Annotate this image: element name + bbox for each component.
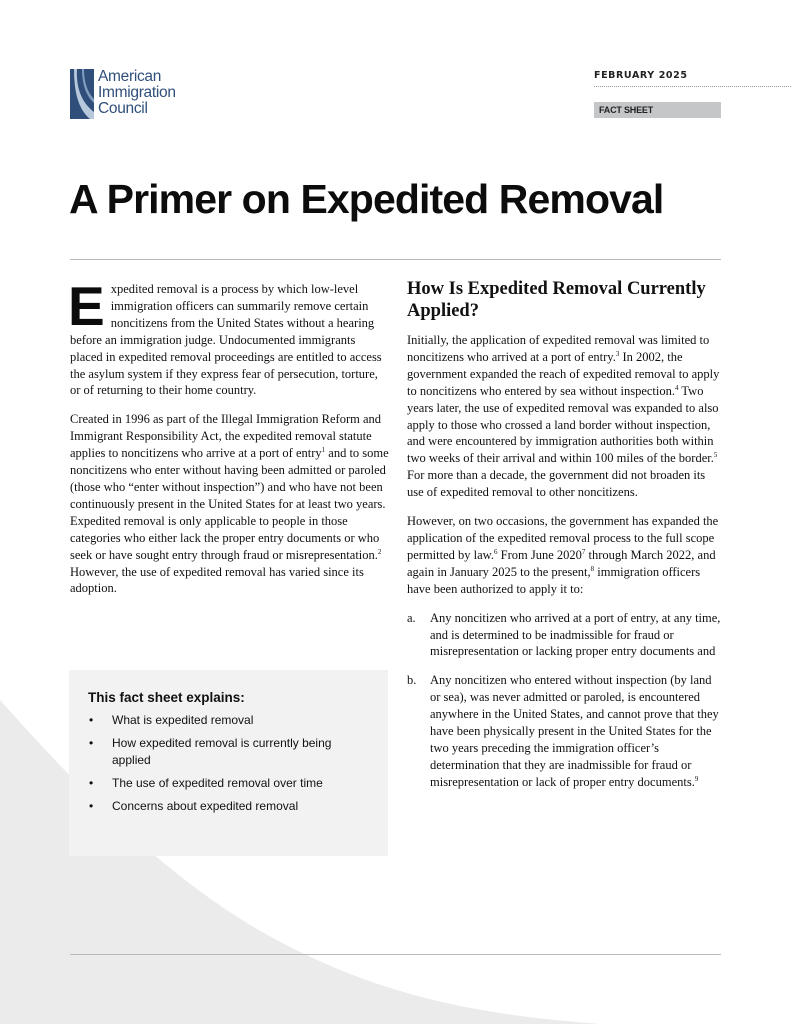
- summary-item-text: What is expedited removal: [112, 713, 254, 727]
- history-paragraph: [70, 411, 390, 597]
- right-column: [407, 278, 721, 803]
- section-heading: How Is Expedited Removal Currently Applied?: [407, 279, 706, 321]
- summary-item-text: The use of expedited removal over time: [112, 776, 323, 790]
- summary-list-item: [88, 712, 370, 729]
- criteria-list: [407, 610, 721, 791]
- body-text: Two years later, the use of expedited removal was expanded to also apply to those who crossed a land border without inspection, and were encountered by immigration authorities both within two weeks of their arrival and within 100 miles of the border.: [407, 383, 719, 466]
- criteria-item: [407, 672, 721, 790]
- body-text: In 2002, the government expanded the reach of expedited removal to apply to noncitizens who entered by sea without inspection.: [407, 349, 720, 398]
- criteria-item: [407, 610, 721, 661]
- body-text: From June 2020: [497, 547, 582, 562]
- footnote-ref: 7: [581, 547, 586, 556]
- summary-box-title: This fact sheet explains:: [88, 690, 245, 705]
- publication-date: FEBRUARY 2025: [594, 70, 688, 81]
- criteria-text-body: Any noncitizen who entered without inspection (by land or sea), was never admitted or paroled, is encountered anywhere in the United States, and cannot prove that they have been physically present in the United States for the two years preceding the immigration officer’s determination that they are inadmissible for fraud or misrepresentation or lack of proper entry documents.: [430, 673, 719, 789]
- footnote-ref: 2: [377, 547, 382, 556]
- body-text: Initially, the application of expedited removal was limited to noncitizens who arrived at a port of entry.: [407, 333, 710, 364]
- logo-line: Council: [98, 100, 148, 117]
- body-text: For more than a decade, the government did not broaden its use of expedited removal to other noncitizens.: [407, 468, 706, 500]
- logo-wordmark: [98, 69, 176, 117]
- footnote-ref: 6: [494, 547, 498, 556]
- history-text: Created in 1996 as part of the Illegal Immigration Reform and Immigrant Responsibility Act, the expedited removal statute applies to noncitizens who arrive at a port of entry: [70, 412, 382, 461]
- footnote-ref: 9: [694, 774, 699, 783]
- page-title: A Primer on Expedited Removal: [69, 176, 664, 222]
- intro-text: xpedited removal is a process by which low-level immigration officers can summarily remove certain noncitizens from the United States without a hearing before an immigration judge. Undocumented immigrants placed in expedited removal proceedings are entitled to access the asylum system if they express fear of persecution, torture, or of returning to their home country.: [70, 282, 382, 398]
- footnote-ref: 1: [321, 446, 326, 454]
- body-text: However, on two occasions, the government has expanded the application of the expedited removal process to the full scope permitted by law.: [407, 514, 719, 562]
- bullet-icon: •: [89, 776, 94, 790]
- logo-mark-icon: [70, 69, 94, 119]
- bullet-icon: •: [89, 713, 94, 727]
- history-text: However, the use of expedited removal has varied since its adoption.: [70, 564, 364, 596]
- body-text: through March 2022, and again in January 2025 to the present,: [407, 547, 716, 579]
- summary-list-item: [88, 735, 370, 769]
- footnote-ref: 3: [615, 349, 620, 358]
- expansion-paragraph: [407, 513, 721, 598]
- logo-line: American: [98, 68, 162, 85]
- footnote-ref: 8: [590, 564, 595, 573]
- summary-list: [88, 712, 370, 815]
- bullet-icon: •: [89, 736, 94, 750]
- criteria-text-body: Any noncitizen who arrived at a port of entry, at any time, and is determined to be inadmissible for fraud or misrepresentation or lacking proper entry documents and: [430, 610, 721, 659]
- date-divider: [594, 86, 791, 87]
- body-text: immigration officers have been authorized to apply it to:: [407, 564, 701, 596]
- criteria-text: [430, 672, 721, 790]
- title-divider: [70, 259, 721, 260]
- summary-item-text: Concerns about expedited removal: [112, 799, 299, 813]
- application-paragraph: [407, 332, 721, 501]
- history-text: and to some noncitizens who enter without having been admitted or paroled (those who “enter without inspection”) and who have not been continuously present in the United States for at least two years. Expedited removal is only applicable to people in those categories who either lack the proper entry documents or who seek or have sought entry through fraud or misrepresentation.: [70, 446, 389, 562]
- list-marker: a.: [407, 610, 416, 625]
- footer-divider: [70, 954, 721, 955]
- footnote-ref: 4: [675, 383, 679, 392]
- fact-sheet-summary-box: [69, 670, 388, 856]
- fact-sheet-badge: FACT SHEET: [594, 102, 721, 118]
- intro-paragraph: [68, 275, 390, 399]
- list-marker: b.: [407, 673, 417, 688]
- bullet-icon: •: [89, 799, 94, 813]
- left-column: [68, 275, 390, 609]
- summary-item-text: How expedited removal is currently being applied: [112, 736, 332, 767]
- footnote-ref: 5: [713, 451, 718, 460]
- drop-cap: E: [68, 275, 105, 337]
- summary-list-item: [88, 775, 370, 792]
- criteria-text: [430, 610, 721, 661]
- logo-line: Immigration: [98, 84, 176, 101]
- summary-list-item: [88, 798, 370, 815]
- logo: [70, 69, 176, 119]
